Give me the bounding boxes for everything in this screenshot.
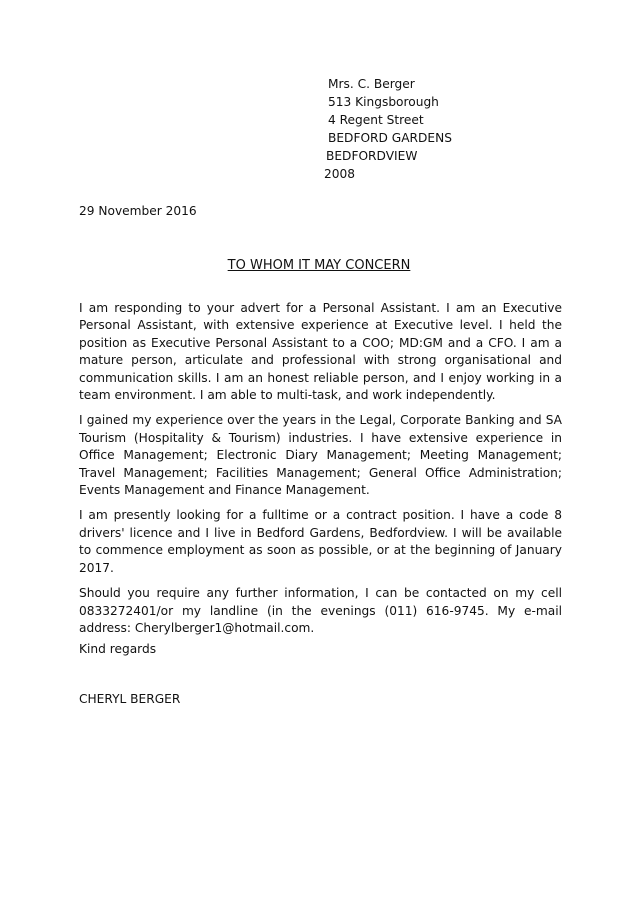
address-line-street: 4 Regent Street bbox=[328, 113, 424, 127]
address-line-name: Mrs. C. Berger bbox=[328, 77, 415, 91]
body-paragraph-intro: I am responding to your advert for a Personal Assistant. I am an Executive Personal Assistant, with extensive experience at Executive level. I held the position as Executive Personal Assistant to a COO; MD:GM and a CFO. I am a mature person, articulate and professional with strong organisational and communication skills. I am an honest reliable person, and I enjoy working in a team environment. I am able to multi-task, and work independently. bbox=[79, 301, 562, 403]
letter-signature-name: CHERYL BERGER bbox=[79, 692, 181, 706]
address-line-unit: 513 Kingsborough bbox=[328, 95, 439, 109]
letter-closing: Kind regards bbox=[79, 642, 157, 656]
address-line-city: BEDFORDVIEW bbox=[326, 149, 418, 163]
address-line-suburb: BEDFORD GARDENS bbox=[328, 131, 452, 145]
letter-body bbox=[79, 300, 562, 645]
body-paragraph-availability: I am presently looking for a fulltime or a contract position. I have a code 8 drivers' licence and I live in Bedford Gardens, Bedfordview. I will be available to commence employment as soon as possible, or at the beginning of January 2017. bbox=[79, 508, 562, 575]
letter-date: 29 November 2016 bbox=[79, 204, 197, 218]
body-paragraph-experience: I gained my experience over the years in the Legal, Corporate Banking and SA Tourism (Hospitality & Tourism) industries. I have extensive experience in Office Management; Electronic Diary Management; Meeting Management; Travel Management; Facilities Management; General Office Administration; Events Management and Finance Management. bbox=[79, 413, 562, 498]
address-line-postcode: 2008 bbox=[324, 167, 356, 181]
letter-subject: TO WHOM IT MAY CONCERN bbox=[227, 258, 411, 273]
body-paragraph-contact: Should you require any further information, I can be contacted on my cell 0833272401/or my landline (in the evenings (011) 616-9745. My e-mail address: Cherylberger1@hotmail.com. bbox=[79, 586, 562, 635]
